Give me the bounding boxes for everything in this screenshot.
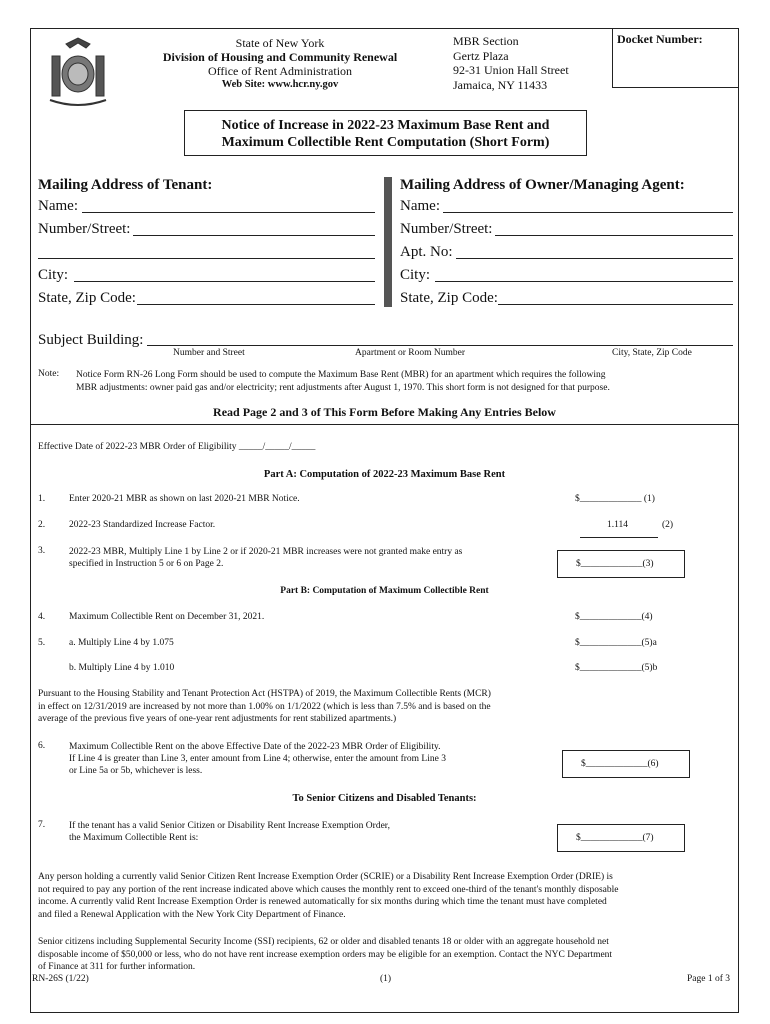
owner-heading: Mailing Address of Owner/Managing Agent: — [400, 177, 685, 193]
owner-city-label: City: — [400, 267, 431, 283]
item5a-entry[interactable]: $_____________(5)a — [575, 638, 657, 648]
senior-title: To Senior Citizens and Disabled Tenants: — [292, 793, 477, 804]
address-divider — [384, 177, 392, 307]
scrie-line4: and filed a Renewal Application with the New York City Department of Finance. — [38, 909, 346, 920]
item7-line2: the Maximum Collectible Rent is: — [69, 833, 199, 843]
tenant-statezip-label: State, Zip Code: — [38, 290, 136, 306]
tenant-statezip-field[interactable] — [137, 304, 375, 305]
item1-num: 1. — [38, 494, 46, 504]
item6-line1: Maximum Collectible Rent on the above Effective Date of the 2022-23 MBR Order of Eligibility. — [69, 742, 441, 752]
title-line2: Maximum Collectible Rent Computation (Short Form) — [221, 135, 550, 150]
tenant-street-field[interactable] — [133, 235, 375, 236]
item7-entry: $_____________(7) — [576, 833, 654, 843]
owner-street-label: Number/Street: — [400, 221, 493, 237]
state-seal-icon — [42, 34, 114, 112]
tenant-name-field[interactable] — [82, 212, 375, 213]
owner-street-field[interactable] — [495, 235, 733, 236]
note-line1: Notice Form RN-26 Long Form should be used to compute the Maximum Base Rent (MBR) for an apartment which requires the following — [76, 370, 606, 380]
item4-text: Maximum Collectible Rent on December 31, 2021. — [69, 612, 265, 622]
item4-entry[interactable]: $_____________(4) — [575, 612, 653, 622]
item2-ref: (2) — [662, 520, 674, 530]
scrie-paragraph — [38, 871, 738, 921]
scrie-line2: not required to pay any portion of the rent increase indicated above which causes the monthly rent to exceed one-third of the tenant's monthly disposable — [38, 884, 619, 895]
note-label: Note: — [38, 369, 60, 379]
item7-text — [69, 820, 390, 844]
item5b-text: b. Multiply Line 4 by 1.010 — [69, 663, 175, 673]
ssi-line2: disposable income of $50,000 or less, who do not have rent increase exemption orders may be eligible for an exemption. Contact the NYC Department — [38, 949, 613, 960]
item6-num: 6. — [38, 741, 46, 751]
note-text — [76, 369, 610, 394]
item6-text — [69, 741, 446, 777]
section-divider — [30, 424, 739, 425]
subject-sub-apt: Apartment or Room Number — [355, 348, 466, 358]
owner-apt-label: Apt. No: — [400, 244, 453, 260]
owner-apt-field[interactable] — [456, 258, 733, 259]
effective-date[interactable]: Effective Date of 2022-23 MBR Order of Eligibility _____/_____/_____ — [38, 442, 316, 452]
note-line2: MBR adjustments: owner paid gas and/or electricity; rent adjustments after August 1, 1970. This short form is not designed for that purpose. — [76, 382, 610, 393]
item6-box[interactable] — [562, 750, 690, 778]
owner-city-field[interactable] — [435, 281, 733, 282]
title-line1: Notice of Increase in 2022-23 Maximum Base Rent and — [221, 118, 550, 133]
item2-text: 2022-23 Standardized Increase Factor. — [69, 520, 216, 530]
item1-text: Enter 2020-21 MBR as shown on last 2020-21 MBR Notice. — [69, 494, 300, 504]
mbr-street: 92-31 Union Hall Street — [453, 63, 569, 77]
hstpa-line2: in effect on 12/31/2019 are increased by not more than 1.00% on 1/1/2022 (which is less than 7.5% and is based on the — [38, 701, 491, 712]
owner-name-field[interactable] — [443, 212, 733, 213]
hstpa-paragraph — [38, 688, 491, 726]
item4-num: 4. — [38, 612, 46, 622]
item7-box[interactable] — [557, 824, 685, 852]
owner-name-label: Name: — [400, 198, 440, 214]
tenant-heading: Mailing Address of Tenant: — [38, 177, 213, 193]
scrie-line3: income. A currently valid Rent Increase Exemption Order is renewed automatically for six months during which time the tenant must have completed — [38, 897, 607, 907]
ssi-line1: Senior citizens including Supplemental Security Income (SSI) recipients, 62 or older and disabled tenants 18 or older with an aggregate household net — [38, 937, 609, 947]
item3-num: 3. — [38, 546, 46, 556]
item2-num: 2. — [38, 520, 46, 530]
part-a-title: Part A: Computation of 2022-23 Maximum Base Rent — [263, 469, 506, 480]
tenant-name-label: Name: — [38, 198, 78, 214]
item5a-text: a. Multiply Line 4 by 1.075 — [69, 638, 174, 648]
header-division: Division of Housing and Community Renewal — [162, 50, 398, 64]
ssi-paragraph — [38, 936, 738, 974]
footer-page-right: Page 1 of 3 — [687, 974, 731, 984]
title-box — [184, 110, 587, 156]
header-office: Office of Rent Administration — [207, 64, 353, 78]
header-state: State of New York — [235, 36, 325, 50]
item6-line3: or Line 5a or 5b, whichever is less. — [69, 766, 203, 776]
item6-entry: $_____________(6) — [581, 759, 659, 769]
subject-sub-street: Number and Street — [173, 348, 245, 358]
item3-line1: 2022-23 MBR, Multiply Line 1 by Line 2 or if 2020-21 MBR increases were not granted make entry as — [69, 547, 463, 557]
mbr-city: Jamaica, NY 11433 — [453, 77, 548, 92]
item5-num: 5. — [38, 638, 46, 648]
item7-num: 7. — [38, 820, 46, 830]
tenant-city-label: City: — [38, 267, 69, 283]
part-b-title: Part B: Computation of Maximum Collectible Rent — [280, 586, 489, 596]
item5b-entry[interactable]: $_____________(5)b — [575, 663, 658, 673]
subject-field[interactable] — [147, 345, 733, 346]
mbr-plaza: Gertz Plaza — [453, 48, 509, 63]
owner-statezip-label: State, Zip Code: — [400, 290, 498, 306]
read-notice: Read Page 2 and 3 of This Form Before Making Any Entries Below — [213, 405, 556, 419]
mbr-address — [453, 34, 569, 92]
item3-box[interactable] — [557, 550, 685, 578]
footer-form-id: RN-26S (1/22) — [32, 974, 89, 984]
header-website: Web Site: www.hcr.ny.gov — [221, 79, 339, 90]
tenant-street-label: Number/Street: — [38, 221, 131, 237]
item7-line1: If the tenant has a valid Senior Citizen or Disability Rent Increase Exemption Order, — [69, 821, 390, 831]
item3-line2: specified in Instruction 5 or 6 on Page 2. — [69, 559, 224, 569]
docket-box[interactable] — [612, 28, 739, 88]
footer-page-center: (1) — [380, 974, 392, 984]
item6-line2: If Line 4 is greater than Line 3, enter amount from Line 4; otherwise, enter the amount from Line 3 — [69, 754, 446, 764]
docket-label: Docket Number: — [617, 32, 703, 46]
item3-entry: $_____________(3) — [576, 559, 654, 569]
item1-entry[interactable]: $_____________ (1) — [575, 494, 655, 504]
subject-label: Subject Building: — [38, 332, 144, 348]
tenant-city-field[interactable] — [74, 281, 375, 282]
ssi-line3: of Finance at 311 for further information. — [38, 962, 196, 972]
mbr-section: MBR Section — [453, 34, 519, 48]
tenant-street-field-2[interactable] — [38, 258, 375, 259]
subject-sub-city: City, State, Zip Code — [612, 348, 692, 358]
item2-underline — [580, 537, 658, 538]
item2-value: 1.114 — [607, 520, 629, 530]
hstpa-line1: Pursuant to the Housing Stability and Tenant Protection Act (HSTPA) of 2019, the Maximum Collectible Rents (MCR) — [38, 689, 491, 699]
scrie-line1: Any person holding a currently valid Senior Citizen Rent Increase Exemption Order (SCRIE) or a Disability Rent Increase Exemption Order (DRIE) is — [38, 872, 613, 882]
owner-statezip-field[interactable] — [498, 304, 733, 305]
hstpa-line3: average of the previous five years of one-year rent adjustments for rent stabilized apartments.) — [38, 714, 397, 724]
item3-text — [69, 546, 462, 570]
